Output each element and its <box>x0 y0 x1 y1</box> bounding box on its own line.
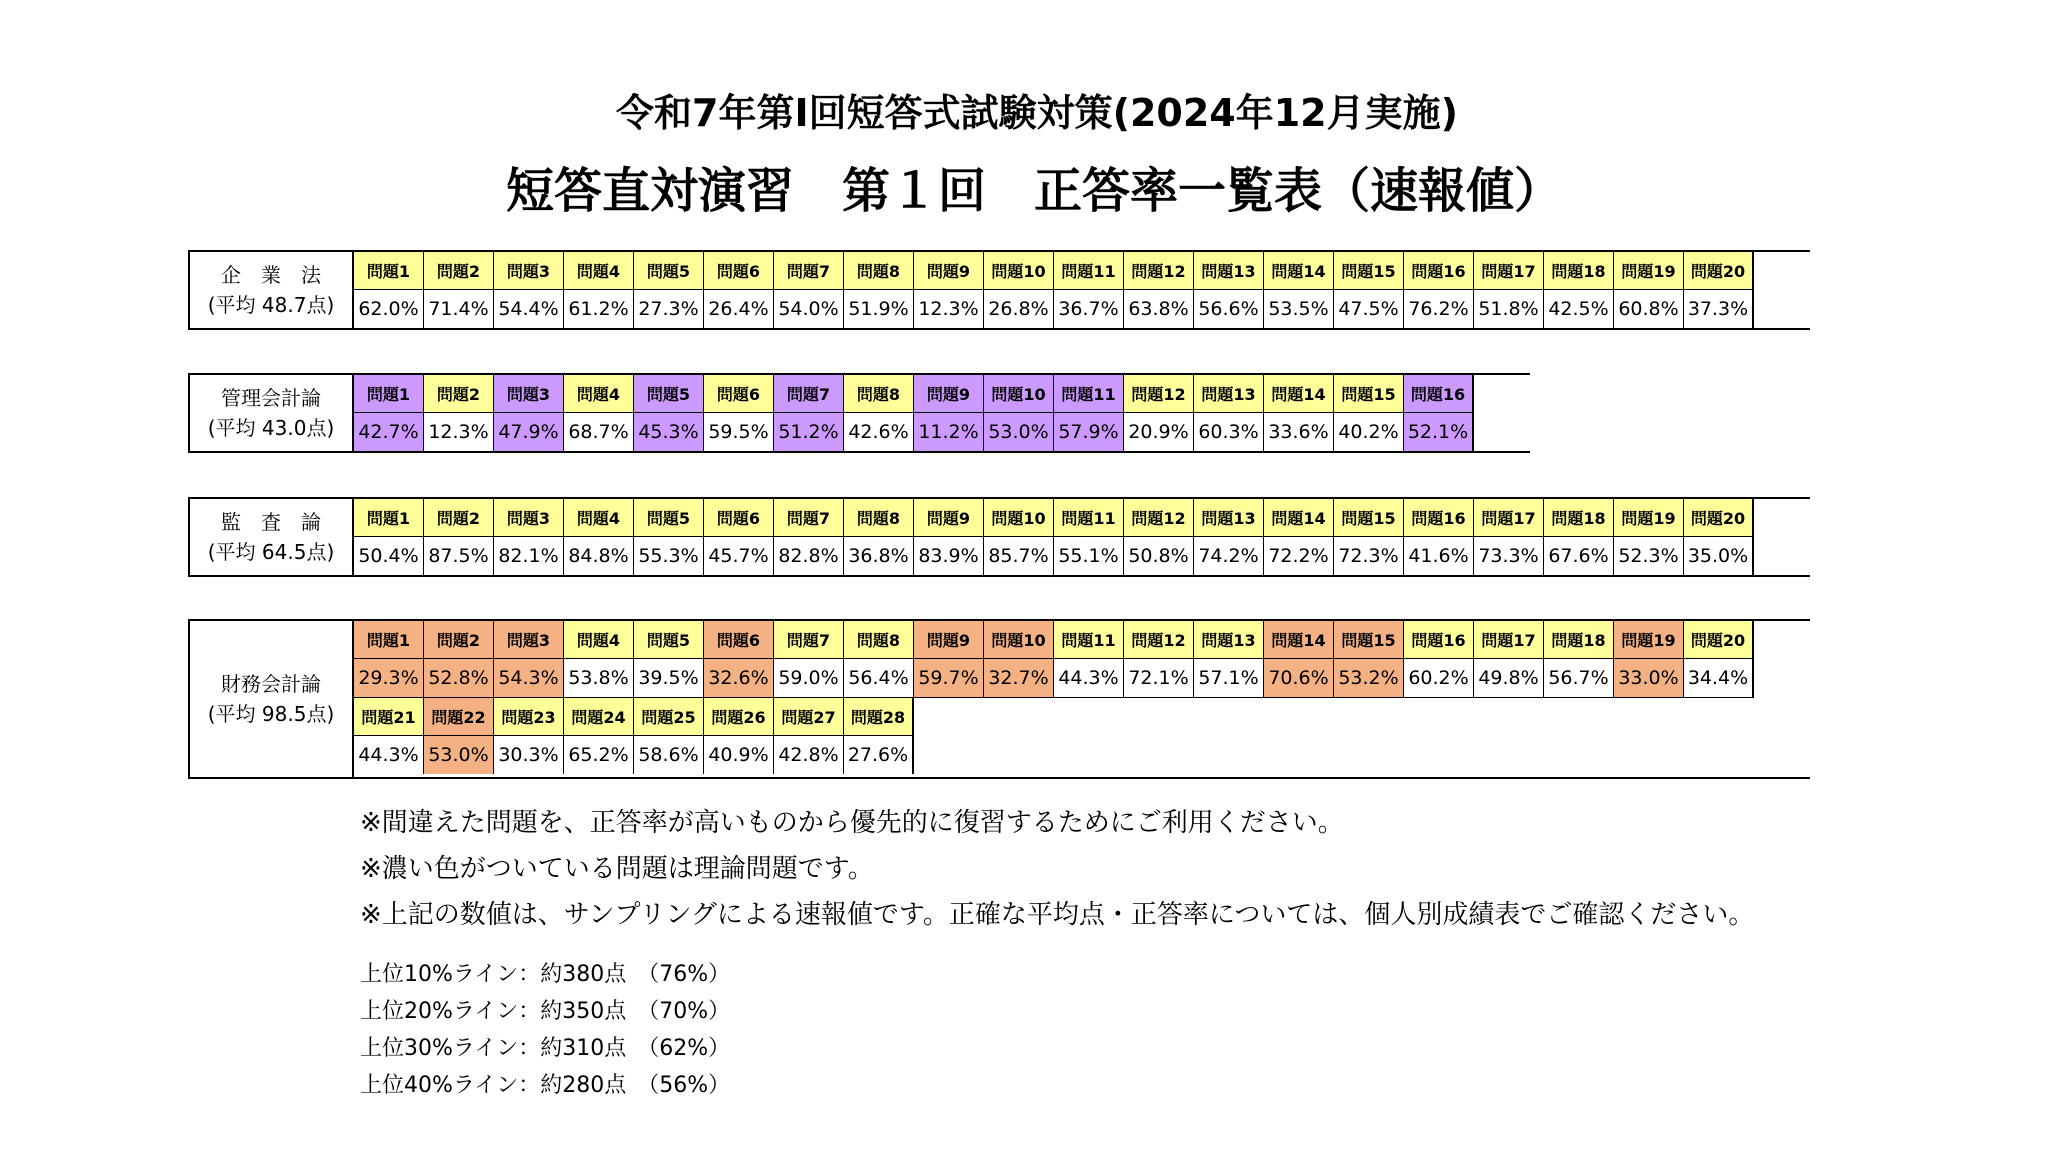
score-line: 上位20%ライン：約350点 （70%） <box>360 999 731 1024</box>
question-header: 問題4 <box>564 499 634 537</box>
correct-rate-cell: 53.0% <box>424 736 494 774</box>
question-header: 問題1 <box>354 621 424 659</box>
correct-rate-cell: 62.0% <box>354 290 424 328</box>
question-header: 問題16 <box>1404 252 1474 290</box>
correct-rate-cell: 26.4% <box>704 290 774 328</box>
score-line: 上位40%ライン：約280点 （56%） <box>360 1073 731 1098</box>
note-line: ※上記の数値は、サンプリングによる速報値です。正確な平均点・正答率については、個人別成績表でご確認ください。 <box>360 900 1755 930</box>
note-line: ※間違えた問題を、正答率が高いものから優先的に復習するためにご利用ください。 <box>360 808 1344 838</box>
correct-rate-cell: 47.5% <box>1334 290 1404 328</box>
correct-rate-cell: 70.6% <box>1264 659 1334 697</box>
question-header: 問題7 <box>774 252 844 290</box>
correct-rate-cell: 53.2% <box>1334 659 1404 697</box>
subject-name: 財務会計論 <box>221 672 321 696</box>
correct-rate-cell: 54.4% <box>494 290 564 328</box>
subject-block-kansa <box>188 497 1810 577</box>
correct-rate-cell: 57.1% <box>1194 659 1264 697</box>
question-header: 問題10 <box>984 375 1054 413</box>
correct-rate-cell: 55.1% <box>1054 537 1124 575</box>
correct-rate-cell: 29.3% <box>354 659 424 697</box>
correct-rate-cell: 59.7% <box>914 659 984 697</box>
correct-rate-cell: 45.3% <box>634 413 704 451</box>
correct-rate-cell: 74.2% <box>1194 537 1264 575</box>
question-header: 問題9 <box>914 499 984 537</box>
question-header: 問題15 <box>1334 252 1404 290</box>
question-header: 問題6 <box>704 375 774 413</box>
question-header: 問題24 <box>564 698 634 736</box>
correct-rate-cell: 59.5% <box>704 413 774 451</box>
correct-rate-cell: 54.3% <box>494 659 564 697</box>
subject-label <box>190 621 354 777</box>
question-header: 問題1 <box>354 252 424 290</box>
question-header: 問題23 <box>494 698 564 736</box>
correct-rate-cell: 35.0% <box>1684 537 1754 575</box>
question-header: 問題3 <box>494 252 564 290</box>
value-row <box>354 413 1474 451</box>
correct-rate-cell: 27.6% <box>844 736 914 774</box>
question-header: 問題13 <box>1194 499 1264 537</box>
question-header: 問題12 <box>1124 375 1194 413</box>
question-header: 問題10 <box>984 499 1054 537</box>
correct-rate-cell: 57.9% <box>1054 413 1124 451</box>
question-header: 問題25 <box>634 698 704 736</box>
question-header: 問題18 <box>1544 621 1614 659</box>
correct-rate-cell: 30.3% <box>494 736 564 774</box>
question-header: 問題10 <box>984 621 1054 659</box>
header-row <box>354 621 1754 659</box>
correct-rate-cell: 72.3% <box>1334 537 1404 575</box>
question-header: 問題3 <box>494 499 564 537</box>
score-line: 上位10%ライン：約380点 （76%） <box>360 962 731 987</box>
question-header: 問題19 <box>1614 499 1684 537</box>
question-header: 問題9 <box>914 252 984 290</box>
notes <box>360 800 1754 938</box>
question-header: 問題12 <box>1124 621 1194 659</box>
correct-rate-cell: 36.8% <box>844 537 914 575</box>
question-header: 問題9 <box>914 375 984 413</box>
correct-rate-cell: 44.3% <box>354 736 424 774</box>
subject-label <box>190 252 354 328</box>
title-line-2: 短答直対演習 第１回 正答率一覧表（速報値） <box>505 163 1562 219</box>
question-header: 問題6 <box>704 252 774 290</box>
correct-rate-cell: 87.5% <box>424 537 494 575</box>
correct-rate-cell: 51.8% <box>1474 290 1544 328</box>
question-header: 問題2 <box>424 621 494 659</box>
correct-rate-cell: 56.6% <box>1194 290 1264 328</box>
question-header: 問題2 <box>424 499 494 537</box>
question-header: 問題12 <box>1124 499 1194 537</box>
correct-rate-cell: 52.1% <box>1404 413 1474 451</box>
question-header: 問題1 <box>354 375 424 413</box>
question-header: 問題5 <box>634 499 704 537</box>
correct-rate-cell: 11.2% <box>914 413 984 451</box>
question-header: 問題14 <box>1264 252 1334 290</box>
correct-rate-cell: 56.4% <box>844 659 914 697</box>
correct-rate-cell: 52.8% <box>424 659 494 697</box>
subject-name: 管理会計論 <box>221 386 321 410</box>
correct-rate-cell: 44.3% <box>1054 659 1124 697</box>
question-header: 問題3 <box>494 375 564 413</box>
correct-rate-cell: 37.3% <box>1684 290 1754 328</box>
question-header: 問題17 <box>1474 621 1544 659</box>
subject-block-zaimu <box>188 619 1810 779</box>
question-header: 問題12 <box>1124 252 1194 290</box>
title-line-1: 令和7年第Ⅰ回短答式試験対策(2024年12月実施) <box>616 91 1458 135</box>
question-header: 問題6 <box>704 499 774 537</box>
correct-rate-cell: 45.7% <box>704 537 774 575</box>
question-header: 問題27 <box>774 698 844 736</box>
correct-rate-cell: 53.5% <box>1264 290 1334 328</box>
question-header: 問題7 <box>774 499 844 537</box>
correct-rate-cell: 42.6% <box>844 413 914 451</box>
question-header: 問題15 <box>1334 499 1404 537</box>
correct-rate-cell: 53.0% <box>984 413 1054 451</box>
question-header: 問題2 <box>424 252 494 290</box>
correct-rate-cell: 42.7% <box>354 413 424 451</box>
correct-rate-cell: 40.9% <box>704 736 774 774</box>
question-header: 問題7 <box>774 375 844 413</box>
correct-rate-cell: 58.6% <box>634 736 704 774</box>
question-header: 問題8 <box>844 375 914 413</box>
question-header: 問題26 <box>704 698 774 736</box>
correct-rate-cell: 76.2% <box>1404 290 1474 328</box>
question-header: 問題13 <box>1194 621 1264 659</box>
correct-rate-cell: 82.1% <box>494 537 564 575</box>
score-grid <box>354 621 1754 774</box>
correct-rate-cell: 12.3% <box>914 290 984 328</box>
subject-average: (平均 43.0点) <box>207 416 335 440</box>
score-lines <box>360 956 730 1104</box>
correct-rate-cell: 60.3% <box>1194 413 1264 451</box>
correct-rate-cell: 84.8% <box>564 537 634 575</box>
question-header: 問題8 <box>844 252 914 290</box>
correct-rate-cell: 67.6% <box>1544 537 1614 575</box>
question-header: 問題28 <box>844 698 914 736</box>
correct-rate-cell: 54.0% <box>774 290 844 328</box>
correct-rate-cell: 41.6% <box>1404 537 1474 575</box>
correct-rate-cell: 65.2% <box>564 736 634 774</box>
correct-rate-cell: 20.9% <box>1124 413 1194 451</box>
correct-rate-cell: 34.4% <box>1684 659 1754 697</box>
question-header: 問題20 <box>1684 621 1754 659</box>
correct-rate-cell: 51.2% <box>774 413 844 451</box>
question-header: 問題4 <box>564 621 634 659</box>
correct-rate-cell: 32.7% <box>984 659 1054 697</box>
question-header: 問題6 <box>704 621 774 659</box>
question-header: 問題5 <box>634 252 704 290</box>
value-row <box>354 290 1754 328</box>
question-header: 問題14 <box>1264 375 1334 413</box>
question-header: 問題11 <box>1054 375 1124 413</box>
subject-block-kigyoho <box>188 250 1810 330</box>
score-grid <box>354 375 1474 451</box>
subject-label <box>190 499 354 575</box>
subject-average: (平均 64.5点) <box>207 540 335 564</box>
question-header: 問題5 <box>634 375 704 413</box>
question-header: 問題20 <box>1684 499 1754 537</box>
subject-label <box>190 375 354 451</box>
header-row <box>354 499 1754 537</box>
correct-rate-cell: 51.9% <box>844 290 914 328</box>
note-line: ※濃い色がついている問題は理論問題です。 <box>360 854 874 884</box>
question-header: 問題8 <box>844 621 914 659</box>
correct-rate-cell: 61.2% <box>564 290 634 328</box>
subject-average: (平均 98.5点) <box>207 702 335 726</box>
value-row <box>354 659 1754 697</box>
question-header: 問題17 <box>1474 252 1544 290</box>
question-header: 問題21 <box>354 698 424 736</box>
correct-rate-cell: 82.8% <box>774 537 844 575</box>
question-header: 問題11 <box>1054 621 1124 659</box>
correct-rate-cell: 47.9% <box>494 413 564 451</box>
question-header: 問題14 <box>1264 499 1334 537</box>
correct-rate-cell: 49.8% <box>1474 659 1544 697</box>
correct-rate-cell: 72.1% <box>1124 659 1194 697</box>
question-header: 問題18 <box>1544 252 1614 290</box>
correct-rate-cell: 50.8% <box>1124 537 1194 575</box>
correct-rate-cell: 39.5% <box>634 659 704 697</box>
question-header: 問題13 <box>1194 375 1264 413</box>
score-grid <box>354 499 1754 575</box>
value-row <box>354 736 1754 774</box>
correct-rate-cell: 59.0% <box>774 659 844 697</box>
question-header: 問題18 <box>1544 499 1614 537</box>
question-header: 問題11 <box>1054 252 1124 290</box>
subject-name: 企 業 法 <box>221 263 321 287</box>
question-header: 問題9 <box>914 621 984 659</box>
question-header: 問題10 <box>984 252 1054 290</box>
question-header: 問題2 <box>424 375 494 413</box>
header-row <box>354 252 1754 290</box>
correct-rate-cell: 63.8% <box>1124 290 1194 328</box>
correct-rate-cell: 33.6% <box>1264 413 1334 451</box>
header-row <box>354 697 1754 736</box>
subject-name: 監 査 論 <box>221 510 321 534</box>
question-header: 問題16 <box>1404 621 1474 659</box>
correct-rate-cell: 50.4% <box>354 537 424 575</box>
question-header: 問題5 <box>634 621 704 659</box>
question-header: 問題19 <box>1614 621 1684 659</box>
correct-rate-cell: 26.8% <box>984 290 1054 328</box>
correct-rate-cell: 56.7% <box>1544 659 1614 697</box>
question-header: 問題15 <box>1334 621 1404 659</box>
question-header: 問題13 <box>1194 252 1264 290</box>
correct-rate-cell: 53.8% <box>564 659 634 697</box>
header-row <box>354 375 1474 413</box>
correct-rate-cell: 42.5% <box>1544 290 1614 328</box>
correct-rate-cell: 85.7% <box>984 537 1054 575</box>
value-row <box>354 537 1754 575</box>
correct-rate-cell: 55.3% <box>634 537 704 575</box>
correct-rate-cell: 33.0% <box>1614 659 1684 697</box>
question-header: 問題11 <box>1054 499 1124 537</box>
subject-average: (平均 48.7点) <box>207 293 335 317</box>
question-header: 問題8 <box>844 499 914 537</box>
question-header: 問題3 <box>494 621 564 659</box>
question-header: 問題7 <box>774 621 844 659</box>
question-header: 問題22 <box>424 698 494 736</box>
correct-rate-cell: 12.3% <box>424 413 494 451</box>
subject-block-kanri <box>188 373 1530 453</box>
score-line: 上位30%ライン：約310点 （62%） <box>360 1036 731 1061</box>
correct-rate-cell: 40.2% <box>1334 413 1404 451</box>
question-header: 問題16 <box>1404 375 1474 413</box>
correct-rate-cell: 72.2% <box>1264 537 1334 575</box>
correct-rate-cell: 68.7% <box>564 413 634 451</box>
question-header: 問題4 <box>564 252 634 290</box>
correct-rate-cell: 60.8% <box>1614 290 1684 328</box>
question-header: 問題20 <box>1684 252 1754 290</box>
correct-rate-cell: 32.6% <box>704 659 774 697</box>
correct-rate-cell: 52.3% <box>1614 537 1684 575</box>
question-header: 問題4 <box>564 375 634 413</box>
correct-rate-cell: 27.3% <box>634 290 704 328</box>
question-header: 問題1 <box>354 499 424 537</box>
question-header: 問題15 <box>1334 375 1404 413</box>
correct-rate-cell: 83.9% <box>914 537 984 575</box>
question-header: 問題17 <box>1474 499 1544 537</box>
correct-rate-cell: 42.8% <box>774 736 844 774</box>
question-header: 問題16 <box>1404 499 1474 537</box>
correct-rate-cell: 60.2% <box>1404 659 1474 697</box>
question-header: 問題19 <box>1614 252 1684 290</box>
correct-rate-cell: 71.4% <box>424 290 494 328</box>
question-header: 問題14 <box>1264 621 1334 659</box>
correct-rate-cell: 36.7% <box>1054 290 1124 328</box>
score-grid <box>354 252 1754 328</box>
correct-rate-cell: 73.3% <box>1474 537 1544 575</box>
